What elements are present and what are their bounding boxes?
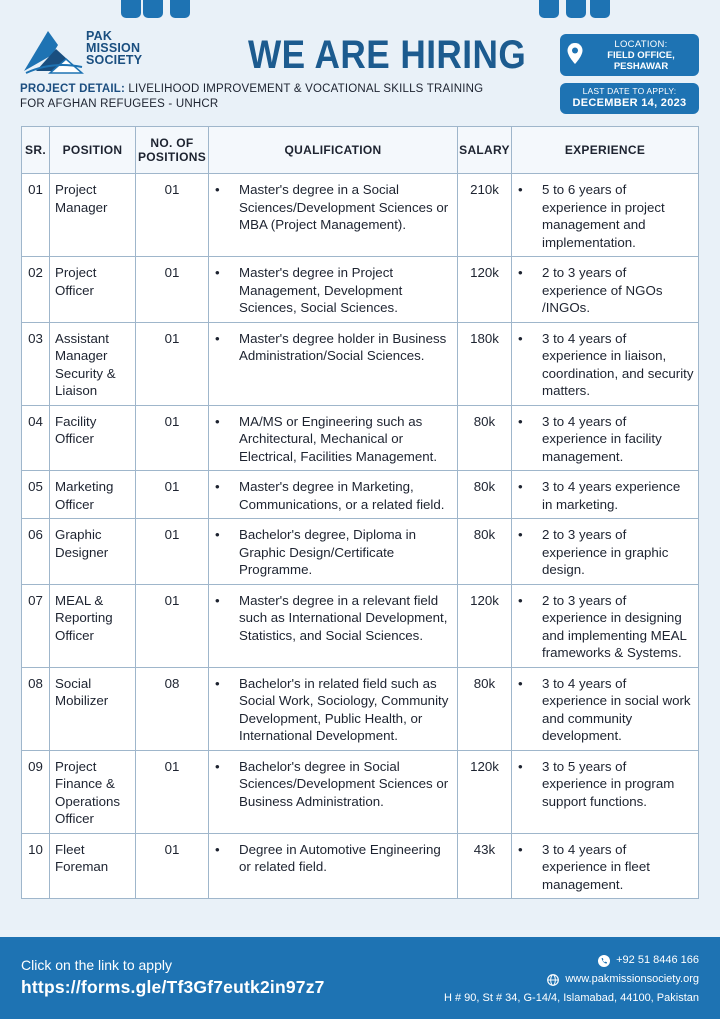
table-row bbox=[22, 174, 699, 257]
qualification-text: Master's degree in a relevant field such as International Development, Statistics, and Social Sciences. bbox=[239, 592, 448, 643]
cell-salary: 80k bbox=[458, 471, 512, 519]
header-sr: SR. bbox=[22, 127, 50, 174]
bullet-icon: • bbox=[518, 413, 523, 429]
cell-experience bbox=[512, 667, 699, 750]
table-row bbox=[22, 750, 699, 833]
bullet-icon: • bbox=[215, 675, 220, 691]
experience-text: 3 to 4 years experience in marketing. bbox=[542, 479, 681, 512]
location-label: LOCATION: bbox=[614, 39, 668, 50]
cell-count: 01 bbox=[136, 519, 209, 585]
qualification-text: Bachelor's degree in Social Sciences/Development Sciences or Business Administration. bbox=[239, 758, 449, 809]
experience-text: 3 to 4 years of experience in liaison, coordination, and security matters. bbox=[542, 330, 694, 398]
bullet-icon: • bbox=[215, 265, 220, 280]
qualification-text: Master's degree holder in Business Administration/Social Sciences. bbox=[239, 330, 447, 363]
experience-text: 2 to 3 years of experience in graphic design. bbox=[542, 527, 669, 577]
experience-text: 5 to 6 years of experience in project management and implementation. bbox=[542, 182, 665, 250]
top-tab-decoration bbox=[143, 0, 163, 18]
table-row bbox=[22, 322, 699, 405]
org-name-line: MISSION bbox=[86, 41, 141, 55]
cell-qualification bbox=[209, 174, 458, 257]
deadline-badge bbox=[560, 83, 699, 114]
apply-link[interactable]: https://forms.gle/Tf3Gf7eutk2in97z7 bbox=[21, 977, 325, 997]
cell-position: Social Mobilizer bbox=[50, 667, 136, 750]
project-detail bbox=[20, 82, 540, 112]
table-header-row bbox=[22, 127, 699, 174]
cell-qualification bbox=[209, 322, 458, 405]
experience-text: 3 to 4 years of experience in social work and community development. bbox=[542, 675, 691, 743]
location-value bbox=[588, 50, 694, 72]
top-tab-decoration bbox=[566, 0, 586, 18]
cell-count: 01 bbox=[136, 405, 209, 471]
top-tab-decoration bbox=[121, 0, 141, 18]
cell-qualification bbox=[209, 667, 458, 750]
deadline-value: DECEMBER 14, 2023 bbox=[572, 97, 687, 109]
cell-position: Project Officer bbox=[50, 257, 136, 323]
location-value-line: FIELD OFFICE, bbox=[607, 50, 675, 61]
bullet-icon: • bbox=[215, 841, 220, 857]
address: H # 90, St # 34, G-14/4, Islamabad, 44100, Pakistan bbox=[444, 992, 699, 1004]
project-line: LIVELIHOOD IMPROVEMENT & VOCATIONAL SKILLS TRAINING bbox=[128, 83, 484, 95]
cell-position: Marketing Officer bbox=[50, 471, 136, 519]
bullet-icon: • bbox=[518, 330, 523, 346]
org-logo bbox=[22, 27, 162, 75]
bullet-icon: • bbox=[215, 527, 220, 542]
cell-experience bbox=[512, 257, 699, 323]
bullet-icon: • bbox=[518, 758, 523, 774]
top-tab-decoration bbox=[590, 0, 610, 18]
cell-sr: 03 bbox=[22, 322, 50, 405]
phone-icon bbox=[598, 955, 610, 967]
header-experience: EXPERIENCE bbox=[512, 127, 699, 174]
qualification-text: Bachelor's degree, Diploma in Graphic Design/Certificate Programme. bbox=[239, 527, 416, 577]
website-link[interactable]: www.pakmissionsociety.org bbox=[565, 973, 699, 985]
location-value-line: PESHAWAR bbox=[613, 61, 669, 72]
bullet-icon: • bbox=[215, 592, 220, 608]
cell-salary: 43k bbox=[458, 833, 512, 899]
cell-sr: 06 bbox=[22, 519, 50, 585]
cell-count: 08 bbox=[136, 667, 209, 750]
cell-qualification bbox=[209, 471, 458, 519]
table-row bbox=[22, 519, 699, 585]
cell-sr: 04 bbox=[22, 405, 50, 471]
cell-count: 01 bbox=[136, 174, 209, 257]
bullet-icon: • bbox=[215, 479, 220, 494]
qualification-text: Master's degree in Marketing, Communications, or a related field. bbox=[239, 479, 445, 512]
cell-experience bbox=[512, 833, 699, 899]
headline: WE ARE HIRING bbox=[248, 33, 527, 77]
phone-row bbox=[444, 951, 699, 970]
experience-text: 3 to 4 years of experience in fleet management. bbox=[542, 841, 650, 892]
cell-count: 01 bbox=[136, 257, 209, 323]
cell-salary: 180k bbox=[458, 322, 512, 405]
bullet-icon: • bbox=[518, 479, 523, 494]
cell-experience bbox=[512, 519, 699, 585]
project-label: PROJECT DETAIL: bbox=[20, 83, 126, 95]
org-name-line: SOCIETY bbox=[86, 53, 143, 67]
qualification-text: Master's degree in Project Management, Development Sciences, Social Sciences. bbox=[239, 265, 403, 315]
header-qualification: QUALIFICATION bbox=[209, 127, 458, 174]
bullet-icon: • bbox=[518, 265, 523, 280]
cell-count: 01 bbox=[136, 584, 209, 667]
header-position: POSITION bbox=[50, 127, 136, 174]
org-name bbox=[86, 30, 142, 66]
qualification-text: Degree in Automotive Engineering or related field. bbox=[239, 841, 441, 874]
cell-sr: 09 bbox=[22, 750, 50, 833]
org-name-line: PAK bbox=[86, 29, 113, 43]
cell-count: 01 bbox=[136, 322, 209, 405]
header-positions-count bbox=[136, 127, 209, 174]
cell-count: 01 bbox=[136, 750, 209, 833]
cell-position: MEAL & Reporting Officer bbox=[50, 584, 136, 667]
bullet-icon: • bbox=[518, 592, 523, 608]
header-salary: SALARY bbox=[458, 127, 512, 174]
phone-number: +92 51 8446 166 bbox=[616, 954, 699, 966]
contact-info bbox=[444, 951, 699, 1008]
cell-position: Graphic Designer bbox=[50, 519, 136, 585]
footer bbox=[0, 937, 720, 1019]
bullet-icon: • bbox=[518, 675, 523, 691]
cell-count: 01 bbox=[136, 833, 209, 899]
project-line: FOR AFGHAN REFUGEES - UNHCR bbox=[20, 98, 219, 110]
table-row bbox=[22, 471, 699, 519]
apply-label: Click on the link to apply bbox=[21, 957, 172, 973]
bullet-icon: • bbox=[215, 330, 220, 346]
cell-sr: 01 bbox=[22, 174, 50, 257]
location-badge bbox=[560, 34, 699, 76]
cell-qualification bbox=[209, 257, 458, 323]
header-line: POSITIONS bbox=[137, 150, 207, 164]
experience-text: 3 to 4 years of experience in facility management. bbox=[542, 413, 662, 464]
table-row bbox=[22, 833, 699, 899]
qualification-text: Bachelor's in related field such as Social Work, Sociology, Community Development, Public Health, or International Development. bbox=[239, 675, 449, 743]
website-row bbox=[444, 970, 699, 989]
cell-sr: 07 bbox=[22, 584, 50, 667]
experience-text: 2 to 3 years of experience in designing and implementing MEAL frameworks & Systems. bbox=[542, 592, 687, 660]
cell-qualification bbox=[209, 750, 458, 833]
address-row bbox=[444, 989, 699, 1008]
cell-sr: 05 bbox=[22, 471, 50, 519]
top-decoration bbox=[0, 0, 720, 20]
qualification-text: Master's degree in a Social Sciences/Development Sciences or MBA (Project Management). bbox=[239, 182, 449, 232]
cell-salary: 80k bbox=[458, 519, 512, 585]
positions-table bbox=[21, 126, 699, 899]
cell-salary: 80k bbox=[458, 405, 512, 471]
experience-text: 3 to 5 years of experience in program support functions. bbox=[542, 758, 675, 809]
cell-salary: 210k bbox=[458, 174, 512, 257]
table-row bbox=[22, 405, 699, 471]
cell-experience bbox=[512, 584, 699, 667]
cell-salary: 80k bbox=[458, 667, 512, 750]
cell-salary: 120k bbox=[458, 750, 512, 833]
bullet-icon: • bbox=[215, 758, 220, 774]
cell-experience bbox=[512, 174, 699, 257]
top-tab-decoration bbox=[170, 0, 190, 18]
table-row bbox=[22, 584, 699, 667]
cell-position: Fleet Foreman bbox=[50, 833, 136, 899]
bullet-icon: • bbox=[518, 527, 523, 542]
cell-experience bbox=[512, 322, 699, 405]
bullet-icon: • bbox=[215, 182, 220, 197]
globe-icon bbox=[547, 974, 559, 986]
cell-salary: 120k bbox=[458, 257, 512, 323]
cell-experience bbox=[512, 471, 699, 519]
top-tab-decoration bbox=[539, 0, 559, 18]
bullet-icon: • bbox=[518, 841, 523, 857]
mountain-logo-icon bbox=[22, 27, 84, 75]
cell-position: Assistant Manager Security & Liaison bbox=[50, 322, 136, 405]
bullet-icon: • bbox=[518, 182, 523, 197]
cell-experience bbox=[512, 750, 699, 833]
map-pin-icon bbox=[566, 42, 584, 66]
cell-sr: 02 bbox=[22, 257, 50, 323]
cell-qualification bbox=[209, 584, 458, 667]
table-row bbox=[22, 667, 699, 750]
cell-salary: 120k bbox=[458, 584, 512, 667]
cell-sr: 08 bbox=[22, 667, 50, 750]
cell-position: Project Finance & Operations Officer bbox=[50, 750, 136, 833]
cell-qualification bbox=[209, 405, 458, 471]
bullet-icon: • bbox=[215, 413, 220, 429]
cell-experience bbox=[512, 405, 699, 471]
table-row bbox=[22, 257, 699, 323]
cell-count: 01 bbox=[136, 471, 209, 519]
cell-qualification bbox=[209, 519, 458, 585]
cell-position: Facility Officer bbox=[50, 405, 136, 471]
experience-text: 2 to 3 years of experience of NGOs /INGOs. bbox=[542, 265, 663, 315]
deadline-label: LAST DATE TO APPLY: bbox=[582, 86, 677, 96]
cell-position: Project Manager bbox=[50, 174, 136, 257]
cell-qualification bbox=[209, 833, 458, 899]
qualification-text: MA/MS or Engineering such as Architectural, Mechanical or Electrical, Facilities Management. bbox=[239, 413, 438, 464]
cell-sr: 10 bbox=[22, 833, 50, 899]
header-line: NO. OF bbox=[150, 136, 194, 150]
